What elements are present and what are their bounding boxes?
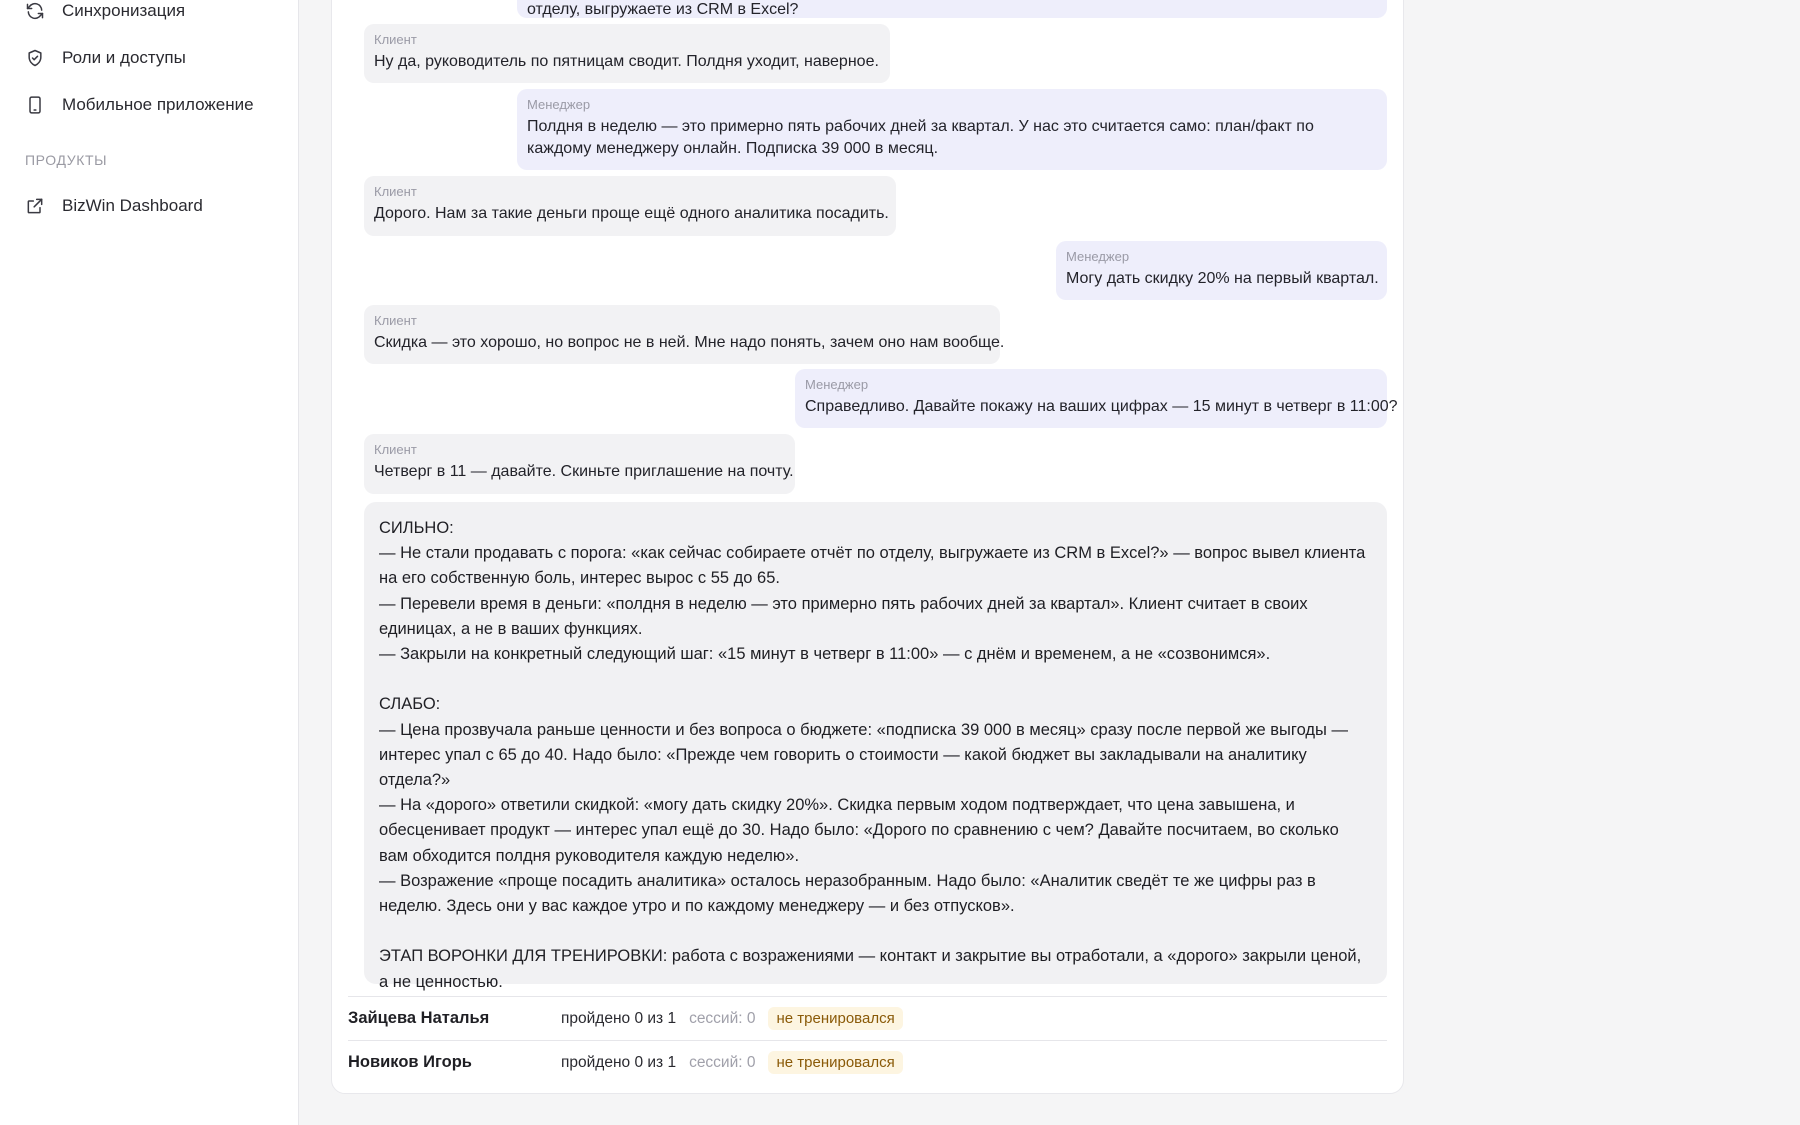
- message-role: Клиент: [374, 313, 417, 328]
- message-text: Ну да, руководитель по пятницам сводит. Полдня уходит, наверное.: [374, 53, 879, 70]
- dialog-message-manager: [517, 0, 1387, 18]
- dialog-message-client: [364, 176, 896, 236]
- shield-icon: [25, 48, 45, 68]
- message-text: Скидка — это хорошо, но вопрос не в ней. Мне надо понять, зачем оно нам вообще.: [374, 334, 1005, 351]
- mobile-icon: [25, 95, 45, 115]
- message-text: Полдня в неделю — это примерно пять рабочих дней за квартал. У нас это считается само: план/факт по каждому менеджеру онлайн. Подписка 39 000 в месяц.: [527, 118, 1314, 157]
- external-link-icon: [25, 196, 45, 216]
- dialog-message-client: [364, 305, 1005, 364]
- message-role: Клиент: [374, 442, 417, 457]
- sidebar: [0, 0, 299, 1125]
- dialog-message-manager: [517, 89, 1387, 170]
- employee-progress: пройдено 0 из 1: [561, 1009, 677, 1027]
- dialog-message-client: [364, 24, 890, 83]
- sidebar-item-roles[interactable]: [25, 43, 186, 73]
- message-text: Справедливо. Давайте покажу на ваших цифрах — 15 минут в четверг в 11:00?: [805, 398, 1398, 415]
- message-role: Менеджер: [527, 97, 591, 112]
- dialog-message-manager: [1056, 241, 1387, 300]
- sidebar-item-bizwin-dashboard[interactable]: [25, 191, 203, 221]
- message-text: Четверг в 11 — давайте. Скиньте приглашение на почту.: [374, 463, 794, 480]
- message-role: Менеджер: [805, 377, 869, 392]
- sidebar-item-label: Роли и доступы: [62, 48, 186, 67]
- employee-progress: пройдено 0 из 1: [561, 1053, 677, 1071]
- status-badge: не тренировался: [768, 1051, 902, 1074]
- message-text: отделу, выгружаете из CRM в Excel?: [527, 1, 799, 18]
- message-role: Менеджер: [1066, 249, 1130, 264]
- message-role: Клиент: [374, 32, 417, 47]
- dialog-message-manager: [795, 369, 1398, 428]
- employee-row[interactable]: [348, 997, 1387, 1040]
- employee-name: Новиков Игорь: [348, 1053, 472, 1071]
- sidebar-item-mobile-app[interactable]: [25, 90, 254, 120]
- sidebar-item-label: Мобильное приложение: [62, 95, 254, 114]
- employee-name: Зайцева Наталья: [348, 1009, 490, 1027]
- message-text: Могу дать скидку 20% на первый квартал.: [1066, 270, 1379, 287]
- ai-feedback-block: СИЛЬНО: — Не стали продавать с порога: «как сейчас собираете отчёт по отделу, выгружаете из CRM в Excel?» — вопрос вывел клиента на его собственную боль, интерес вырос с 55 до 65. — Перевели время в деньги: «полдня в неделю — это примерно пять рабочих дней за квартал». Клиент считает в своих единицах, а не в ваших функциях. — Закрыли на конкретный следующий шаг: «15 минут в четверг в 11:00» — с днём и временем, а не «созвонимся». СЛАБО: — Цена прозвучала раньше ценности и без вопроса о бюджете: «подписка 39 000 в месяц» сразу после первой же выгоды — интерес упал с 65 до 40. Надо было: «Прежде чем говорить о стоимости — какой бюджет вы закладывали на аналитику отдела?» — На «дорого» ответили скидкой: «могу дать скидку 20%». Скидка первым ходом подтверждает, что цена завышена, и обесценивает продукт — интерес упал ещё до 30. Надо было: «Дорого по сравнению с чем? Давайте посчитаем, во сколько вам обходится полдня руководителя каждую неделю». — Возражение «проще посадить аналитика» осталось неразобранным. Надо было: «Аналитик сведёт те же цифры раз в неделю. Здесь они у вас каждое утро и по каждому менеджеру — и без отпусков». ЭТАП ВОРОНКИ ДЛЯ ТРЕНИРОВКИ: работа с возражениями — контакт и закрытие вы отработали, а «дорого» закрыли ценой, а не ценностью.: [364, 502, 1387, 984]
- employee-row[interactable]: [348, 1041, 1387, 1084]
- sidebar-item-label: Синхронизация: [62, 1, 186, 20]
- status-badge: не тренировался: [768, 1007, 902, 1030]
- message-role: Клиент: [374, 184, 417, 199]
- sync-icon: [25, 1, 45, 21]
- employee-sessions: сессий: 0: [689, 1009, 756, 1027]
- dialog-message-client: [364, 434, 795, 494]
- message-text: Дорого. Нам за такие деньги проще ещё одного аналитика посадить.: [374, 205, 889, 222]
- employee-sessions: сессий: 0: [689, 1053, 756, 1071]
- sidebar-item-sync[interactable]: [25, 0, 185, 26]
- products-section-title: ПРОДУКТЫ: [25, 152, 108, 168]
- sidebar-item-label: BizWin Dashboard: [62, 196, 203, 215]
